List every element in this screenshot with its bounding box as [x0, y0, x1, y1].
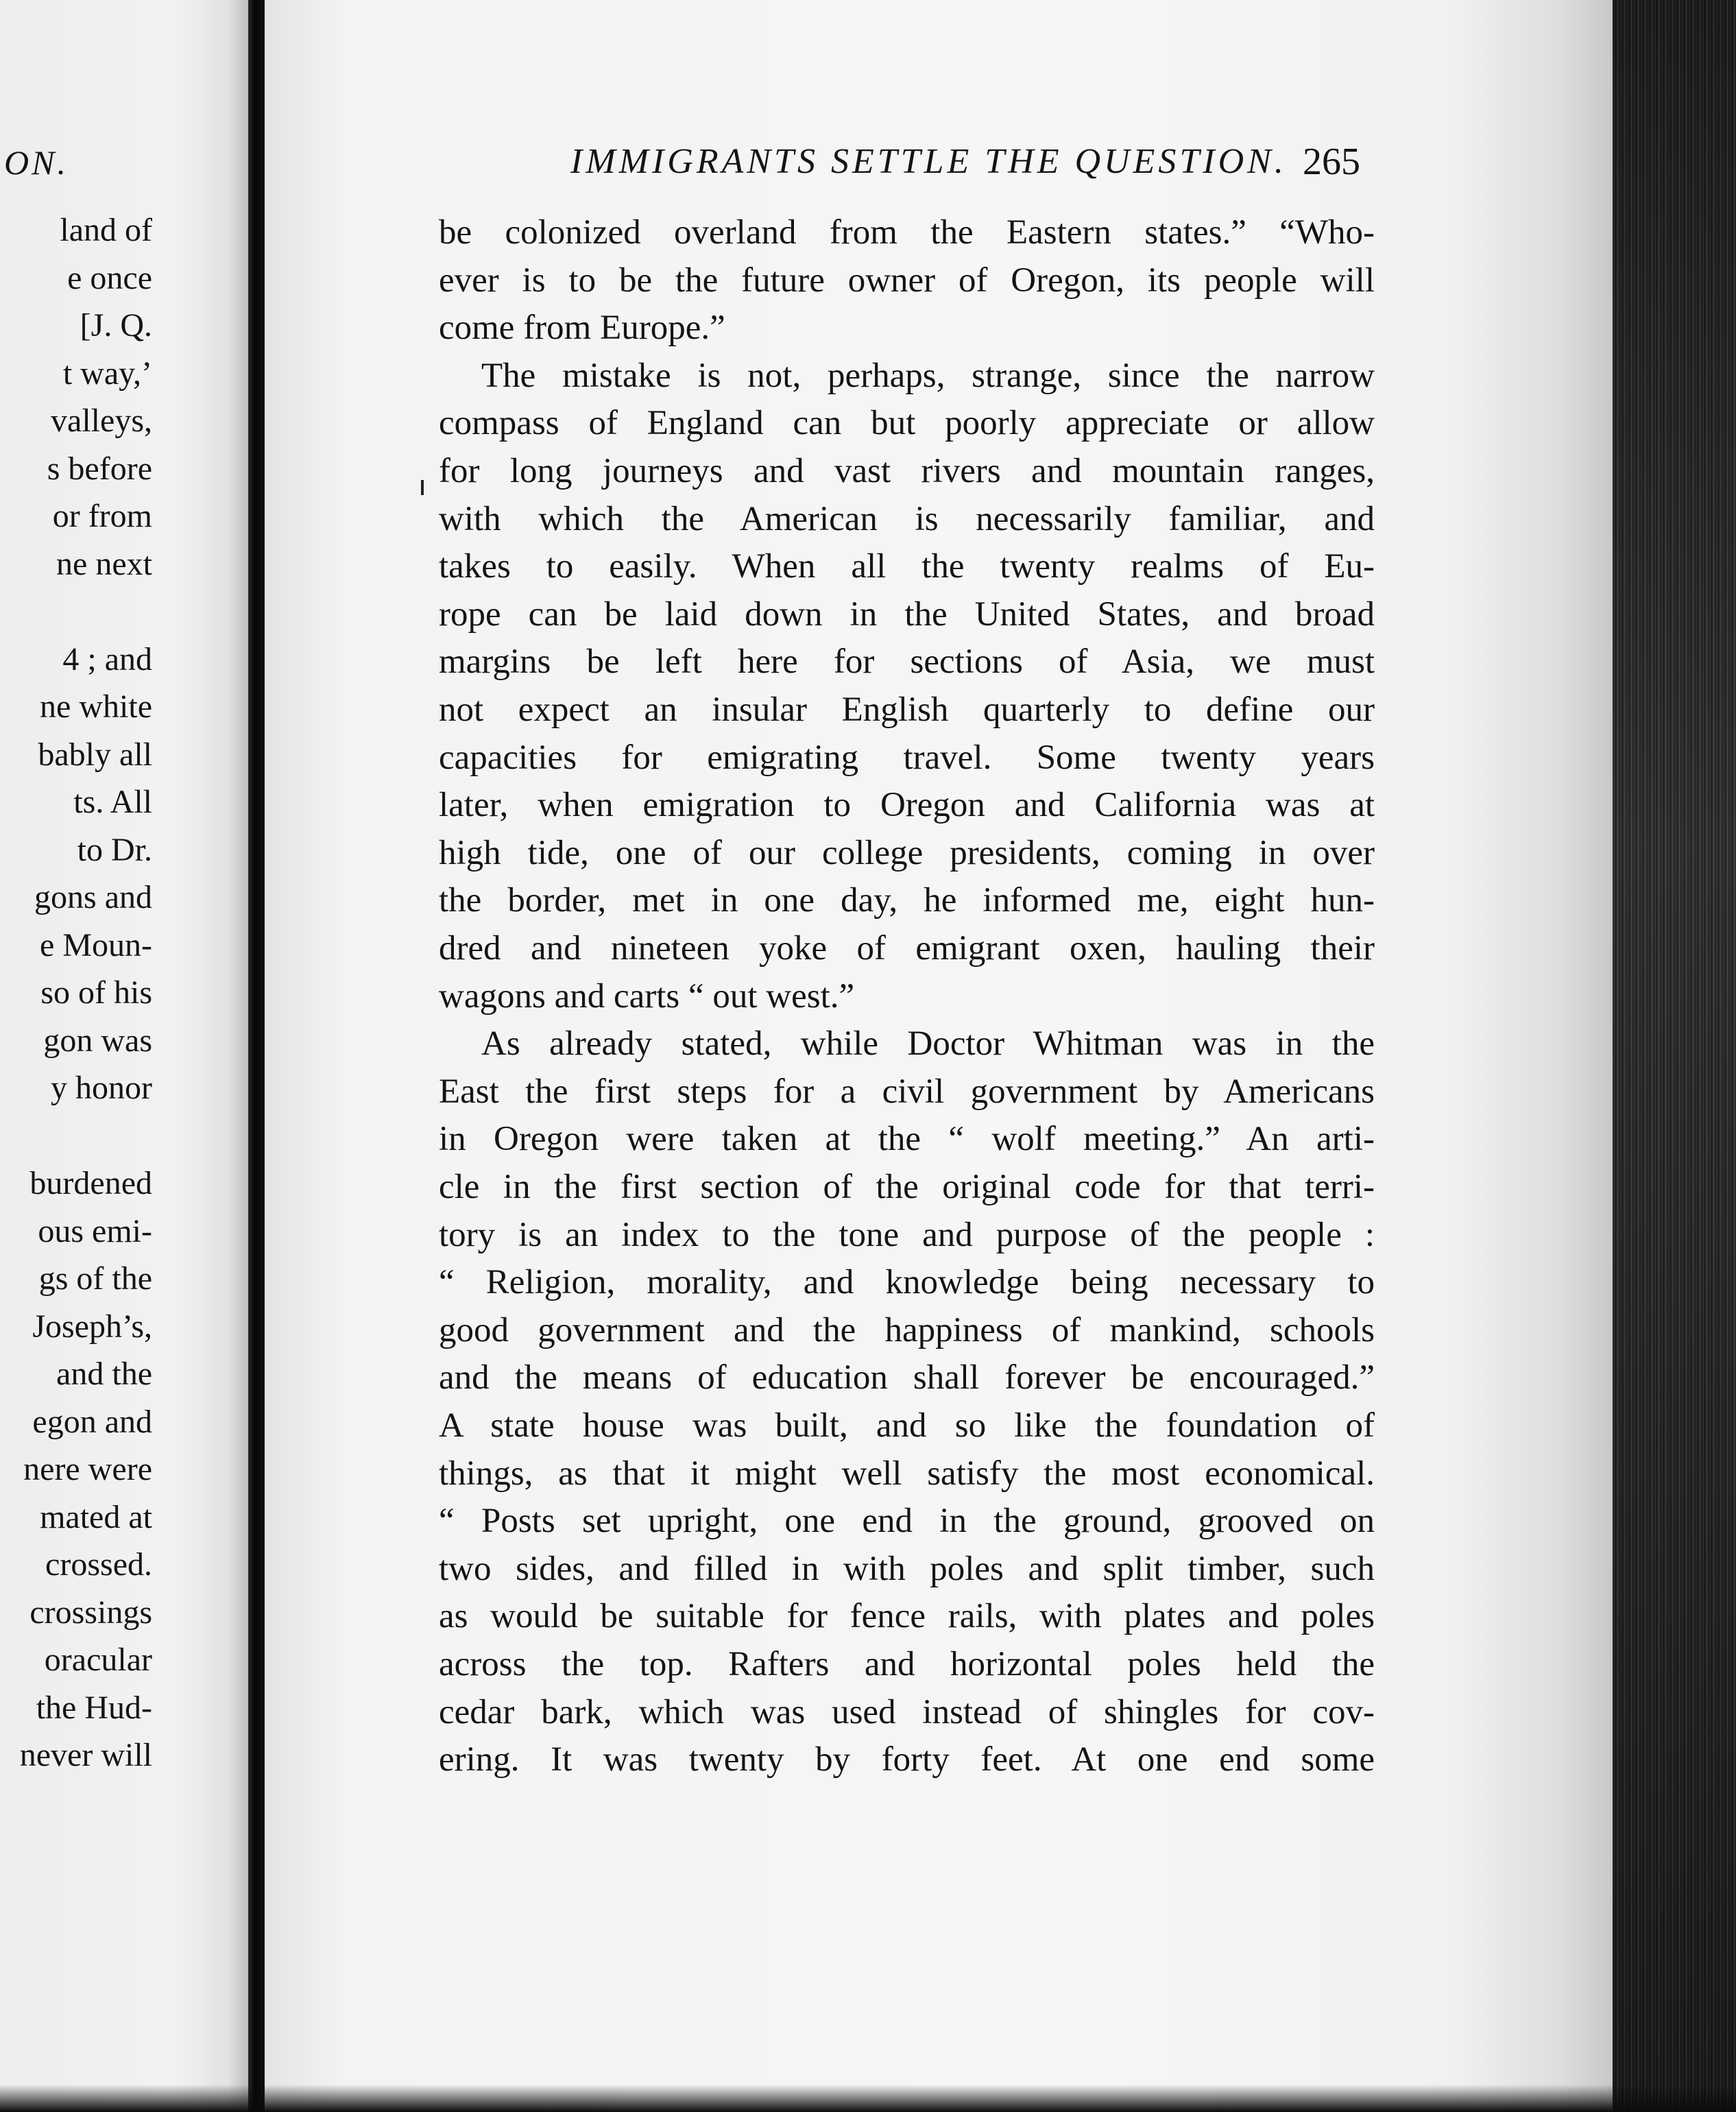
body-line: things, as that it might well satisfy the most economical.: [439, 1454, 1375, 1493]
left-page-line: nere were: [23, 1451, 152, 1487]
left-page-line: ts. All: [73, 784, 152, 820]
left-page-line: gons and: [34, 879, 152, 915]
left-page-line: land of: [60, 212, 152, 248]
left-page-line: crossed.: [45, 1546, 152, 1583]
left-page-line: and the: [56, 1356, 152, 1392]
left-page-line: bably all: [38, 736, 152, 773]
page-edges: [1613, 0, 1736, 2112]
body-line: takes to easily. When all the twenty realms of Eu-: [439, 547, 1375, 586]
body-line: high tide, one of our college presidents, coming in over: [439, 833, 1375, 872]
body-line: good government and the happiness of mankind, schools: [439, 1310, 1375, 1349]
left-page-line: gon was: [43, 1022, 152, 1059]
bottom-shadow: [0, 2085, 1736, 2112]
body-line: rope can be laid down in the United States, and broad: [439, 595, 1375, 634]
body-line: as would be suitable for fence rails, with plates and poles: [439, 1597, 1375, 1636]
body-line: margins be left here for sections of Asia, we must: [439, 643, 1375, 682]
body-line: A state house was built, and so like the foundation of: [439, 1406, 1375, 1445]
left-page-line: burdened: [29, 1165, 152, 1201]
body-line: and the means of education shall forever be encouraged.”: [439, 1358, 1375, 1397]
body-line: for long journeys and vast rivers and mountain ranges,: [439, 452, 1375, 490]
stray-ink-mark: [421, 480, 424, 495]
body-line: be colonized overland from the Eastern states.” “Who-: [439, 213, 1375, 252]
left-page-line: y honor: [51, 1070, 152, 1106]
body-line: cle in the first section of the original code for that terri-: [439, 1168, 1375, 1206]
body-line: cedar bark, which was used instead of shingles for cov-: [439, 1692, 1375, 1731]
left-page-line: so of his: [40, 974, 152, 1011]
body-line: not expect an insular English quarterly to define our: [439, 691, 1375, 729]
body-line: capacities for emigrating travel. Some twenty years: [439, 738, 1375, 777]
left-page-line: gs of the: [38, 1260, 152, 1297]
left-page-line: e once: [67, 259, 152, 296]
left-page-line: s before: [47, 450, 152, 487]
left-page: [0, 0, 248, 2112]
left-page-line: t way,’: [62, 355, 152, 392]
left-page-line: egon and: [32, 1403, 152, 1440]
left-page-line: e Moun-: [40, 926, 152, 963]
running-head: IMMIGRANTS SETTLE THE QUESTION.: [570, 142, 1287, 181]
body-line: “ Posts set upright, one end in the ground, grooved on: [439, 1502, 1375, 1541]
body-line: wagons and carts “ out west.”: [439, 976, 855, 1016]
left-page-line: Joseph’s,: [32, 1308, 152, 1345]
body-line: “ Religion, morality, and knowledge being necessary to: [439, 1263, 1375, 1302]
page-number: 265: [1303, 141, 1360, 183]
body-line: come from Europe.”: [439, 309, 725, 348]
left-page-line: oracular: [44, 1642, 152, 1678]
body-line: two sides, and filled in with poles and split timber, such: [439, 1549, 1375, 1588]
left-page-line: ne white: [40, 688, 152, 725]
body-line: compass of England can but poorly appreciate or allow: [439, 404, 1375, 443]
body-line: dred and nineteen yoke of emigrant oxen, hauling their: [439, 929, 1375, 968]
body-line: the border, met in one day, he informed me, eight hun-: [439, 881, 1375, 920]
left-page-line: to Dr.: [77, 831, 152, 868]
body-line: tory is an index to the tone and purpose of the people :: [439, 1215, 1375, 1254]
body-line: across the top. Rafters and horizontal poles held the: [439, 1645, 1375, 1683]
left-page-line: ous emi-: [38, 1212, 152, 1249]
left-page-line: ne next: [56, 545, 152, 582]
body-line: East the first steps for a civil government by Americans: [439, 1072, 1375, 1111]
left-page-line: the Hud-: [36, 1689, 152, 1726]
left-page-line: [J. Q.: [80, 307, 152, 344]
left-page-line: 4 ; and: [62, 640, 152, 677]
body-line: ever is to be the future owner of Oregon, its people will: [439, 261, 1375, 300]
left-page-line: crossings: [29, 1594, 152, 1631]
book-gutter: [248, 0, 265, 2112]
body-line: later, when emigration to Oregon and California was at: [439, 786, 1375, 825]
body-line: ering. It was twenty by forty feet. At one end some: [439, 1740, 1375, 1779]
left-running-head: ON.: [4, 143, 69, 182]
body-line: in Oregon were taken at the “ wolf meeting.” An arti-: [439, 1120, 1375, 1159]
left-page-line: mated at: [40, 1498, 152, 1535]
left-page-line: or from: [52, 498, 152, 534]
left-page-line: never will: [19, 1737, 152, 1773]
body-line: The mistake is not, perhaps, strange, since the narrow: [481, 356, 1375, 395]
body-line: As already stated, while Doctor Whitman was in the: [481, 1024, 1375, 1064]
body-line: with which the American is necessarily familiar, and: [439, 499, 1375, 538]
left-page-line: valleys,: [51, 403, 152, 439]
